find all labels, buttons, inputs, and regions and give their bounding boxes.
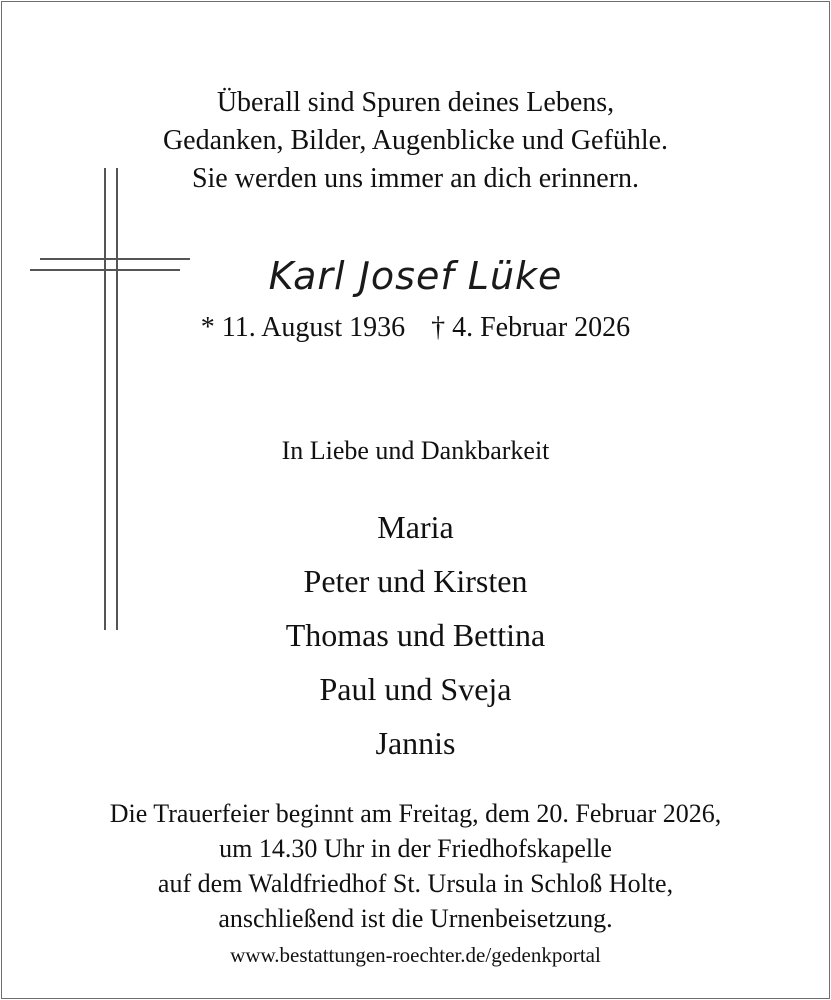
family-member: Thomas und Bettina (285, 617, 546, 653)
death-date: † 4. Februar 2026 (431, 312, 631, 343)
service-line: auf dem Waldfriedhof St. Ursula in Schloß Holte, (157, 869, 674, 898)
poem-line: Sie werden uns immer an dich erinnern. (191, 163, 640, 194)
service-line: Die Trauerfeier beginnt am Freitag, dem 20. Februar 2026, (109, 799, 722, 828)
service-line: anschließend ist die Urnenbeisetzung. (218, 904, 613, 933)
family-member: Paul und Sveja (319, 671, 512, 707)
service-line: um 14.30 Uhr in der Friedhofskapelle (219, 834, 612, 863)
service-info (0, 796, 831, 936)
family-member: Jannis (375, 725, 456, 761)
family-list (0, 500, 831, 770)
family-member: Maria (377, 509, 454, 545)
memorial-portal-link[interactable]: www.bestattungen-roechter.de/gedenkportal (230, 943, 601, 967)
poem (0, 84, 831, 198)
family-member: Peter und Kirsten (303, 563, 528, 599)
poem-line: Überall sind Spuren deines Lebens, (216, 87, 615, 118)
deceased-name: Karl Josef Lüke (268, 254, 563, 298)
thanks-line: In Liebe und Dankbarkeit (281, 436, 550, 465)
life-dates (0, 312, 831, 344)
birth-date: * 11. August 1936 (200, 312, 406, 343)
poem-line: Gedanken, Bilder, Augenblicke und Gefühle. (162, 125, 669, 156)
